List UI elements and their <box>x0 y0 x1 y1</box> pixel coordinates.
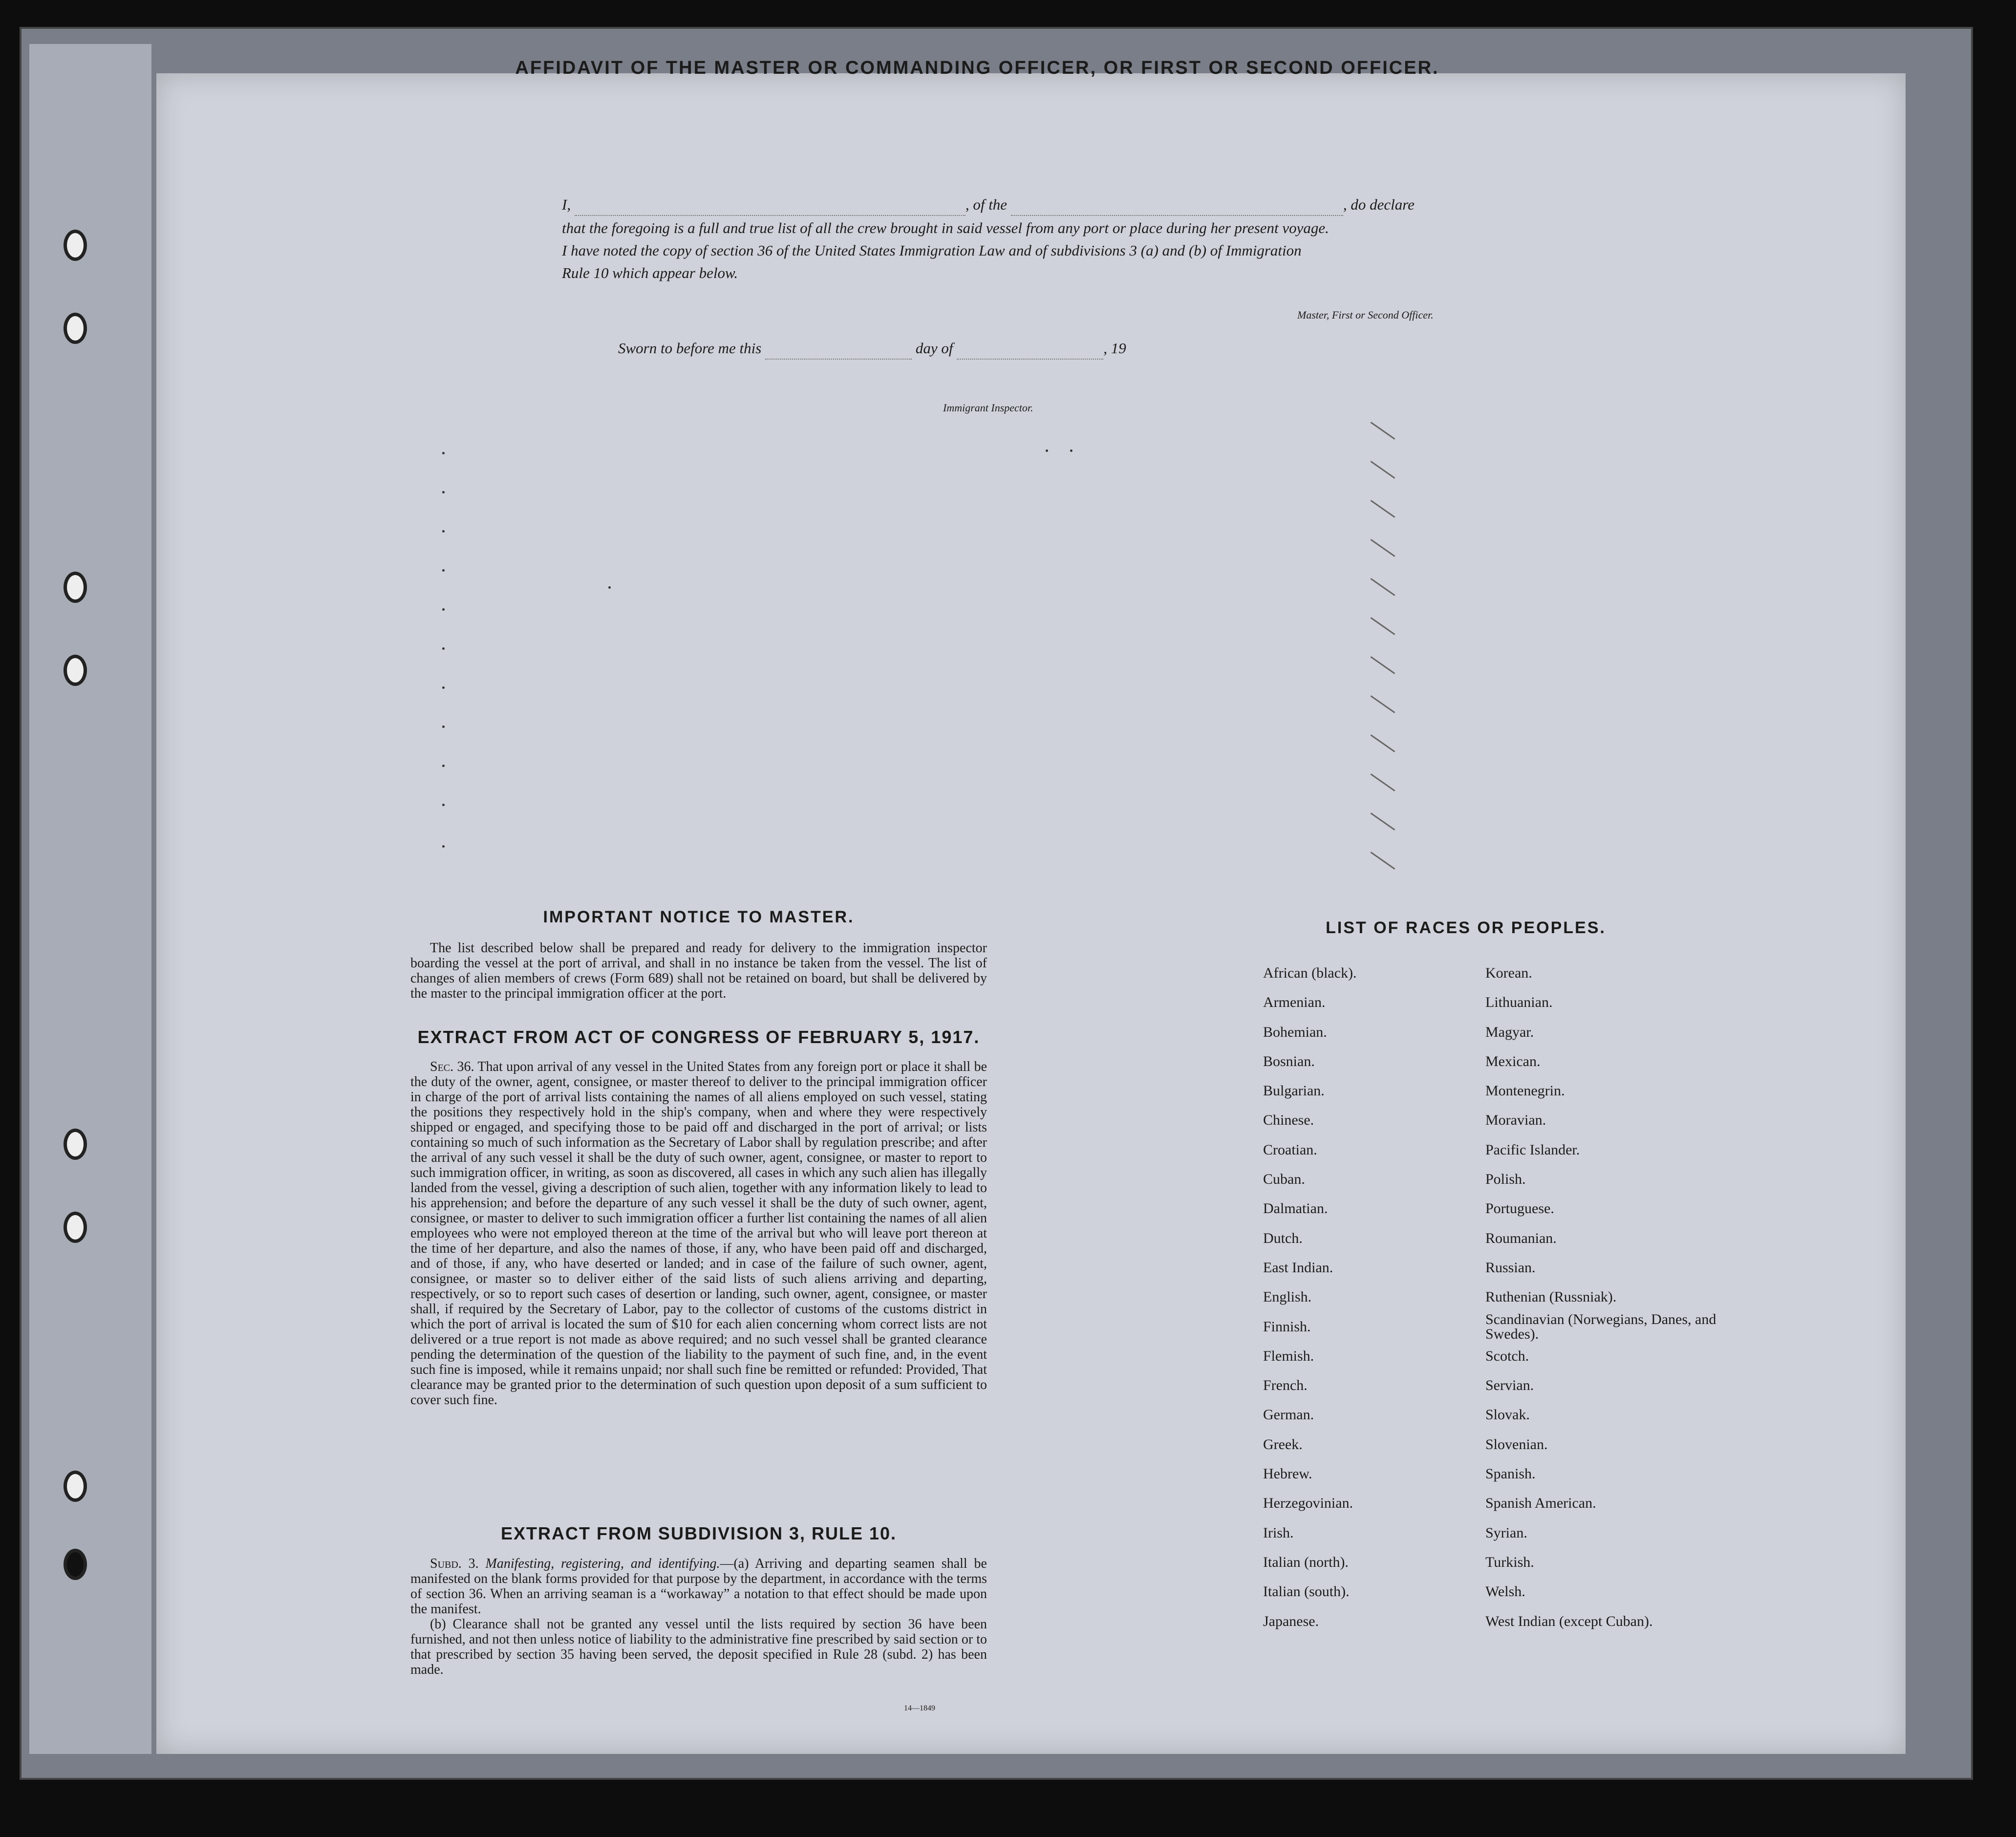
rule-extract-title: EXTRACT FROM SUBDIVISION 3, RULE 10. <box>500 1523 897 1543</box>
race-item: English. <box>1263 1289 1312 1305</box>
race-item: Greek. <box>1263 1436 1303 1453</box>
binder-hole <box>64 230 87 261</box>
race-item: French. <box>1263 1377 1308 1394</box>
race-item: Montenegrin. <box>1485 1083 1565 1099</box>
race-item: Scandinavian (Norwegians, Danes, and Swedes). <box>1485 1311 1716 1342</box>
race-item: Dutch. <box>1263 1230 1303 1246</box>
binder-hole <box>64 1471 87 1502</box>
binder-hole <box>64 1549 87 1580</box>
races-title: LIST OF RACES OR PEOPLES. <box>1326 918 1606 937</box>
vessel-name-field[interactable] <box>1011 200 1343 216</box>
binder-hole <box>64 1212 87 1243</box>
race-item: East Indian. <box>1263 1259 1333 1276</box>
race-item: Moravian. <box>1485 1112 1546 1129</box>
race-item: Mexican. <box>1485 1053 1541 1069</box>
affidavit-line-4: Rule 10 which appear below. <box>562 264 738 281</box>
races-left-column <box>1263 959 1468 1636</box>
of-the-label: , of the <box>965 196 1008 213</box>
race-item: Croatian. <box>1263 1141 1317 1158</box>
race-item: Pacific Islander. <box>1485 1141 1580 1158</box>
race-item: Slovak. <box>1485 1407 1530 1423</box>
race-item: Welsh. <box>1485 1583 1525 1600</box>
subd-a-text: —(a) Arriving and departing seamen shall be manifested on the blank forms provided for that purpose by the department, in accordance with the terms of section 36. When an arriving seaman is a “workaway” a notation to that effect should be made upon the manifest. <box>410 1556 987 1617</box>
mark-dot <box>442 452 445 454</box>
races-right-column <box>1485 959 1720 1636</box>
mark-dot <box>442 491 445 493</box>
race-item: Roumanian. <box>1485 1230 1557 1246</box>
race-item: Cuban. <box>1263 1171 1305 1188</box>
subd-b-paragraph: (b) Clearance shall not be granted any vessel until the lists required by section 36 have been furnished, and not then unless notice of liability to the administrative fine prescribed by said section or to that prescribed by section 35 having been served, the deposit specified in Rule 28 (subd. 2) has been made. <box>410 1617 987 1677</box>
race-item: Japanese. <box>1263 1613 1319 1629</box>
binding-strip <box>29 44 151 1754</box>
sworn-line <box>618 337 1302 360</box>
sworn-month-field[interactable] <box>957 344 1103 360</box>
mark-dot <box>442 726 445 728</box>
affidavit-line-2: that the foregoing is a full and true list of all the crew brought in said vessel from any port or place during her present voyage. <box>562 219 1329 236</box>
race-item: Hebrew. <box>1263 1466 1312 1482</box>
race-item: Italian (north). <box>1263 1554 1349 1570</box>
race-item: Flemish. <box>1263 1347 1314 1364</box>
affidavit-line-1 <box>562 193 1539 216</box>
inspector-signature-caption: Immigrant Inspector. <box>943 402 1033 414</box>
mark-dot <box>1070 449 1072 452</box>
race-item: Syrian. <box>1485 1524 1527 1541</box>
mark-dot <box>442 686 445 689</box>
race-item: Chinese. <box>1263 1112 1314 1129</box>
race-item: Magyar. <box>1485 1024 1534 1040</box>
mark-dot <box>442 608 445 611</box>
binder-hole <box>64 1129 87 1160</box>
race-item: Irish. <box>1263 1524 1294 1541</box>
race-item: Spanish. <box>1485 1466 1536 1482</box>
mark-dot <box>442 530 445 533</box>
officer-name-field[interactable] <box>575 200 965 216</box>
race-item: Portuguese. <box>1485 1200 1554 1217</box>
race-item: West Indian (except Cuban). <box>1485 1613 1653 1629</box>
race-item: Polish. <box>1485 1171 1526 1188</box>
act-extract-title: EXTRACT FROM ACT OF CONGRESS OF FEBRUARY 5, 1917. <box>417 1027 980 1047</box>
i-label: I, <box>562 196 571 213</box>
race-item: Slovenian. <box>1485 1436 1548 1453</box>
affidavit-line-3: I have noted the copy of section 36 of the United States Immigration Law and of subdivisions 3 (a) and (b) of Immigration <box>562 242 1302 259</box>
race-item: Lithuanian. <box>1485 994 1553 1011</box>
race-item: Herzegovinian. <box>1263 1495 1353 1512</box>
binder-hole <box>64 655 87 686</box>
sec-label: Sec. 36. <box>430 1059 474 1074</box>
mark-dot <box>442 845 445 848</box>
binder-hole <box>64 313 87 344</box>
race-item: Dalmatian. <box>1263 1200 1328 1217</box>
sworn-label: Sworn to before me this <box>618 340 762 357</box>
notice-paragraph: The list described below shall be prepared and ready for delivery to the immigration inspector boarding the vessel at the port of arrival, and shall in no instance be taken from the vessel. The list of changes of alien members of crews (Form 689) shall not be retained on board, but shall be delivered by the master to the principal immigration officer at the port. <box>410 940 987 1001</box>
mark-dot <box>442 569 445 572</box>
mark-dot <box>1046 449 1048 452</box>
act-extract-text <box>410 1059 987 1408</box>
year-label: , 19 <box>1103 340 1126 357</box>
mark-dot <box>608 586 611 589</box>
race-item: Bulgarian. <box>1263 1083 1325 1099</box>
race-item: Scotch. <box>1485 1347 1529 1364</box>
day-of-label: day of <box>915 340 953 357</box>
race-item: Spanish American. <box>1485 1495 1596 1512</box>
mark-dot <box>442 765 445 767</box>
notice-title: IMPORTANT NOTICE TO MASTER. <box>543 908 855 926</box>
race-item: Finnish. <box>1263 1318 1311 1335</box>
race-item: Russian. <box>1485 1259 1536 1276</box>
affidavit-title: AFFIDAVIT OF THE MASTER OR COMMANDING OFFICER, OR FIRST OR SECOND OFFICER. <box>515 58 1439 78</box>
rule-extract-text <box>410 1556 987 1677</box>
race-item: Korean. <box>1485 965 1532 981</box>
sworn-day-field[interactable] <box>765 344 912 360</box>
race-item: African (black). <box>1263 965 1357 981</box>
mark-dot <box>442 804 445 806</box>
master-signature-caption: Master, First or Second Officer. <box>1297 309 1434 321</box>
subd-label: Subd. 3. <box>430 1556 479 1571</box>
race-item: Servian. <box>1485 1377 1534 1394</box>
race-item: Armenian. <box>1263 994 1326 1011</box>
sec-36-text: That upon arrival of any vessel in the United States from any foreign port or place it shall be the duty of the owner, agent, consignee, or master thereof to deliver to the principal immigration officer in charge of the port of arrival lists containing the names of all aliens employed on such vessel, stating the positions they respectively hold in the ship's company, when and where they were respectively shipped or engaged, and specifying those to be paid off and discharged in the port of arrival; or lists containing so much of such information as the Secretary of Labor shall by regulation prescribe; and after the arrival of any such vessel it shall be the duty of such owner, agent, consignee, or master to report to such immigration officer, in writing, as soon as discovered, all cases in which any such alien has illegally landed from the vessel, giving a description of such alien, together with any information likely to lead to his apprehension; and before the departure of any such vessel it shall be the duty of such owner, agent, consignee, or master to deliver to such immigration officer a further list containing the names of all alien employees who were not employed thereon at the time of the arrival but who will leave port thereon at the time of her departure, and also the names of those, if any, who have been paid off and discharged, and of those, if any, who have deserted or landed; and in case of the failure of such owner, agent, consignee, or master so to deliver either of the said lists of such aliens arriving and departing, respectively, or so to report such cases of desertion or landing, such owner, agent, consignee, or master shall, if required by the Secretary of Labor, pay to the collector of customs of the customs district in which the port of arrival is located the sum of $10 for each alien concerning whom correct lists are not delivered or a true report is not made as above required; and no such vessel shall be granted clearance pending the determination of the question of the liability to the payment of such fine, and, in the event such fine is imposed, while it remains unpaid; nor shall such fine be remitted or refunded: Provided, That clearance may be granted prior to the determination of such question upon deposit of a sum sufficient to cover such fine. <box>410 1059 987 1408</box>
notice-text <box>410 940 987 1001</box>
mark-dot <box>442 647 445 650</box>
race-item: Bosnian. <box>1263 1053 1315 1069</box>
form-number: 14—1849 <box>904 1704 935 1712</box>
race-item: Bohemian. <box>1263 1024 1327 1040</box>
race-item: German. <box>1263 1407 1314 1423</box>
do-declare-label: , do declare <box>1343 196 1415 213</box>
binder-hole <box>64 572 87 603</box>
race-item: Turkish. <box>1485 1554 1534 1570</box>
sec-36-paragraph <box>410 1059 987 1408</box>
race-item: Ruthenian (Russniak). <box>1485 1289 1617 1305</box>
race-item: Italian (south). <box>1263 1583 1350 1600</box>
subd-heading: Manifesting, registering, and identifying. <box>485 1556 720 1571</box>
subd-a-paragraph <box>410 1556 987 1617</box>
